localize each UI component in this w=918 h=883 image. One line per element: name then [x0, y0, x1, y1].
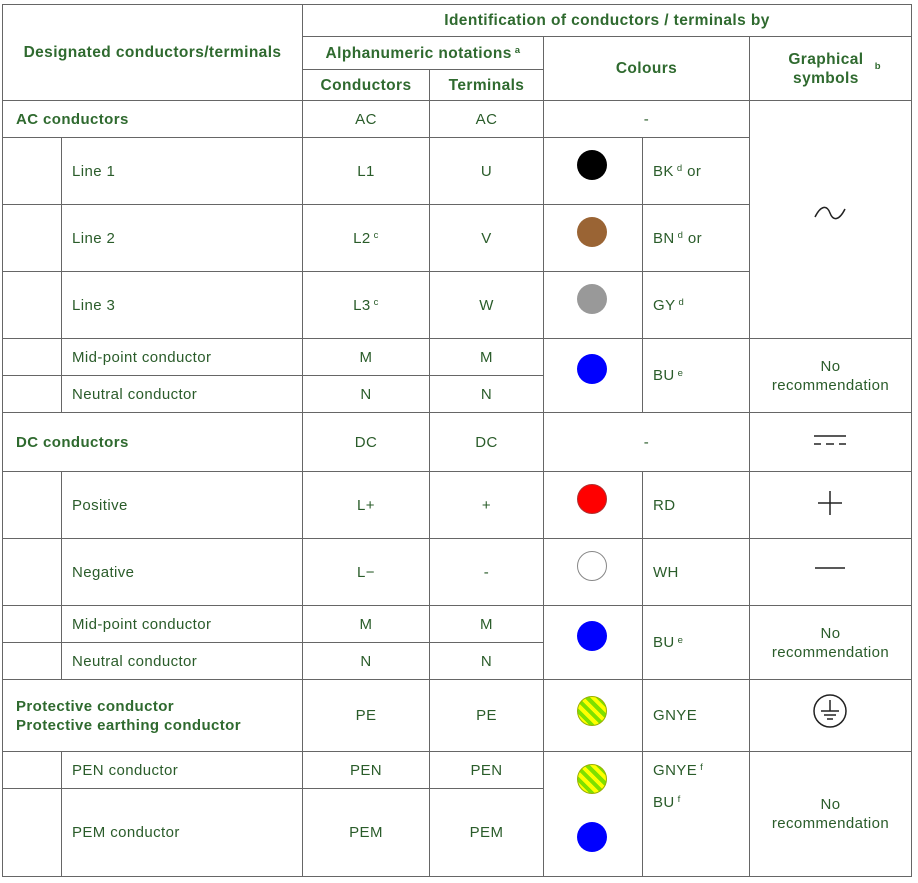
line1-cond: L1	[357, 162, 375, 180]
blue-dot	[577, 354, 607, 384]
pe-term: PE	[476, 707, 497, 724]
negative-colour: WH	[653, 563, 679, 581]
ac-mid-term: M	[480, 348, 493, 366]
dc-mn-colour-code: BU	[653, 634, 675, 651]
header-identification: Identification of conductors / terminals by	[444, 12, 770, 29]
pen-label: PEN conductor	[72, 761, 179, 779]
line1-colour: BK $^d$ or	[653, 162, 702, 180]
positive-label: Positive	[72, 496, 128, 514]
ac-cond: AC	[355, 110, 377, 128]
pe-title	[16, 680, 302, 751]
header-graphical: Graphical symbols $^b$	[750, 37, 911, 100]
pem-term: PEM	[469, 824, 504, 841]
dc-mid-cond: M	[359, 615, 373, 633]
brown-dot	[577, 217, 607, 247]
pen-cond: PEN	[349, 761, 383, 779]
red-dot	[577, 484, 607, 514]
tilde-ac-icon	[812, 202, 848, 224]
grey-dot	[577, 284, 607, 314]
green-yellow-dot	[577, 696, 607, 726]
header-terminals: Terminals	[448, 76, 525, 94]
ac-mn-colour-code: BU	[653, 367, 675, 384]
negative-term: -	[483, 563, 490, 581]
green-yellow-dot	[577, 764, 607, 794]
black-dot	[577, 150, 607, 180]
pe-cond: PE	[355, 707, 377, 724]
ac-mid-cond: M	[359, 348, 373, 366]
header-conductors: Conductors	[320, 76, 412, 94]
pem-cond: PEM	[349, 824, 383, 841]
dc-colour: -	[643, 433, 650, 451]
protective-earth-icon	[812, 693, 848, 729]
ac-mid-label: Mid-point conductor	[72, 348, 212, 366]
pen-term: PEN	[470, 761, 503, 779]
ac-neutral-label: Neutral conductor	[72, 385, 198, 403]
line3-colour-code: GY	[653, 296, 676, 314]
pe-title-line2: Protective earthing conductor	[16, 716, 241, 734]
ac-mn-symbol: No recommendation	[771, 357, 890, 394]
dc-mid-label: Mid-point conductor	[72, 615, 212, 633]
dc-mn-colour: BU $^e$	[653, 634, 684, 651]
dc-mn-symbol: No recommendation	[771, 624, 890, 661]
pem-colour-code: BU	[653, 793, 675, 811]
dc-neutral-label: Neutral conductor	[72, 652, 198, 670]
line2-colour: BN $^d$ or	[653, 229, 703, 247]
minus-icon	[814, 565, 846, 571]
line1-colour-code: BK	[653, 162, 674, 180]
positive-colour: RD	[653, 496, 676, 514]
line1-term: U	[480, 162, 493, 180]
line3-cond-text: L3	[353, 296, 371, 314]
header-graphical-text: Graphical symbols	[788, 50, 864, 87]
plus-icon	[817, 490, 843, 516]
line3-colour: GY $^d$	[653, 296, 685, 314]
dc-mid-term: M	[480, 615, 493, 633]
ac-neutral-cond: N	[360, 385, 372, 403]
line1-label: Line 1	[72, 162, 116, 180]
line1-or: or	[687, 162, 702, 180]
negative-label: Negative	[72, 563, 135, 581]
blue-dot	[577, 822, 607, 852]
line2-cond-text: L2	[353, 229, 371, 247]
ac-term: AC	[475, 110, 498, 128]
line2-colour-code: BN	[653, 229, 675, 247]
dc-term: DC	[475, 433, 498, 451]
pe-title-line1: Protective conductor	[16, 697, 175, 715]
negative-cond: L−	[357, 563, 375, 581]
line2-cond: L2 $^c$	[353, 229, 379, 247]
line3-term: W	[479, 296, 494, 314]
line3-cond: L3 $^c$	[353, 296, 379, 314]
line2-label: Line 2	[72, 229, 116, 247]
line3-label: Line 3	[72, 296, 116, 314]
dc-title: DC conductors	[16, 433, 129, 451]
dc-neutral-term: N	[480, 652, 493, 670]
pen-colour-code: GNYE	[653, 761, 698, 779]
header-designated: Designated conductors/terminals	[23, 44, 282, 61]
positive-cond: L+	[357, 496, 375, 514]
ac-colour: -	[643, 110, 650, 128]
dc-symbol-icon	[813, 433, 847, 447]
positive-term: +	[481, 496, 492, 514]
pem-colour: BU $^f$	[653, 793, 681, 811]
pem-label: PEM conductor	[72, 824, 180, 841]
line2-or: or	[687, 229, 703, 247]
blue-dot	[577, 621, 607, 651]
pen-colour: GNYE $^f$	[653, 761, 704, 779]
pe-colour: GNYE	[653, 707, 698, 724]
line2-term: V	[481, 229, 492, 247]
dc-neutral-cond: N	[360, 652, 372, 670]
pen-pem-symbol: No recommendation	[771, 796, 890, 832]
dc-cond: DC	[354, 433, 378, 451]
ac-neutral-term: N	[480, 385, 493, 403]
header-alphanumeric: Alphanumeric notations $^a$	[325, 44, 521, 62]
header-colours: Colours	[615, 60, 678, 77]
white-dot	[577, 551, 607, 581]
header-alphanumeric-text: Alphanumeric notations	[325, 44, 512, 62]
ac-title: AC conductors	[16, 110, 129, 128]
ac-mn-colour: BU $^e$	[653, 367, 684, 384]
